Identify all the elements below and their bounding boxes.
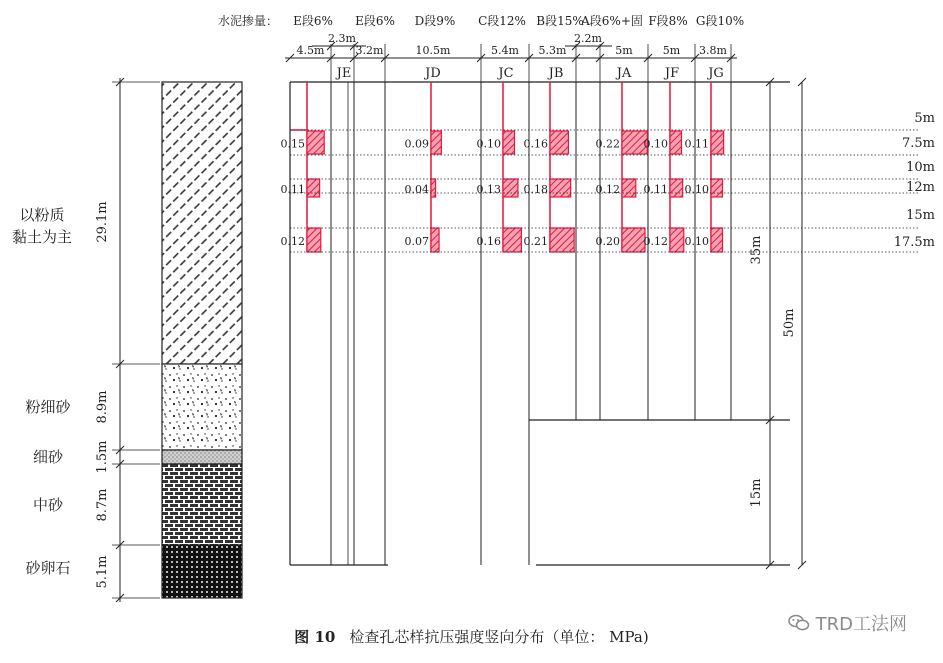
depth-label: 7.5m xyxy=(901,136,935,151)
hole-label: JC xyxy=(498,66,514,81)
thickness-label: 29.1m xyxy=(95,201,110,243)
strength-value-label: 0.11 xyxy=(280,183,305,196)
hole-label: JG xyxy=(708,66,724,81)
header-section-label: C段12% xyxy=(478,14,526,28)
thickness-label: 1.5m xyxy=(95,440,110,474)
caption-text: 检查孔芯样抗压强度竖向分布（单位： MPa) xyxy=(349,628,649,646)
dim-label-bottom: 3.8m xyxy=(699,44,727,57)
thickness-label: 5.1m xyxy=(95,555,110,589)
dim-label-bottom: 3.2m xyxy=(355,44,384,57)
strength-value-label: 0.18 xyxy=(523,183,548,196)
depth-label: 12m xyxy=(906,180,935,195)
header-label: 水泥掺量： xyxy=(218,14,279,28)
dim-label-50m: 50m xyxy=(782,308,797,338)
header-sections xyxy=(293,14,744,28)
strength-value-label: 0.22 xyxy=(595,137,620,151)
wechat-icon xyxy=(788,614,810,632)
strength-value-label: 0.10 xyxy=(643,137,668,151)
header-section-label: F段8% xyxy=(648,14,688,28)
strength-bar xyxy=(550,228,574,252)
stratum-layer xyxy=(162,82,242,364)
depth-lines xyxy=(290,111,935,252)
depth-label: 17.5m xyxy=(893,235,935,250)
right-dimensions xyxy=(749,78,806,569)
header-section-label: D段9% xyxy=(414,14,456,28)
dim-label-top: 2.2m xyxy=(574,32,602,45)
stratum-name: 粉细砂 xyxy=(25,398,71,416)
strength-value-label: 0.12 xyxy=(280,235,305,248)
strength-value-label: 0.07 xyxy=(404,235,429,248)
hole-label: JA xyxy=(616,66,632,81)
watermark-text: TRD工法网 xyxy=(815,614,907,635)
strength-bar xyxy=(711,228,723,252)
strength-bar xyxy=(670,131,682,154)
dim-label-bottom: 4.5m xyxy=(296,44,325,57)
dim-label-bottom: 5m xyxy=(662,44,681,57)
strength-value-label: 0.04 xyxy=(404,183,429,196)
strength-bar xyxy=(307,179,320,197)
strength-bar xyxy=(550,131,568,154)
dim-label-bottom: 5.3m xyxy=(538,44,567,57)
strength-value-label: 0.16 xyxy=(476,235,501,248)
strength-bar xyxy=(431,131,441,154)
strength-bar xyxy=(431,228,439,252)
stratum-name: 砂卵石 xyxy=(25,559,71,577)
header-section-label: B段15% xyxy=(536,14,584,28)
strata-column xyxy=(162,82,242,598)
stratum-name: 以粉质 xyxy=(19,206,65,224)
strength-value-label: 0.10 xyxy=(476,137,501,151)
dim-label-35m: 35m xyxy=(749,235,764,265)
strength-value-label: 0.15 xyxy=(280,137,305,151)
strength-bar xyxy=(307,228,321,252)
caption-number: 图 10 xyxy=(294,628,336,646)
strength-bar xyxy=(431,179,436,197)
strength-value-label: 0.13 xyxy=(476,183,501,196)
strata-labels xyxy=(12,206,72,577)
stratum-name: 黏土为主 xyxy=(11,228,73,246)
strength-bar xyxy=(622,179,636,197)
strength-bar xyxy=(307,131,324,154)
stratum-layer xyxy=(162,450,242,464)
hole-label: JB xyxy=(548,66,564,81)
strength-value-label: 0.20 xyxy=(595,235,620,248)
strength-bar xyxy=(670,228,684,252)
strength-value-label: 0.21 xyxy=(523,235,548,248)
stratum-name: 中砂 xyxy=(32,496,64,514)
strength-value-label: 0.11 xyxy=(643,183,668,196)
strength-value-label: 0.10 xyxy=(684,183,709,196)
stratum-layer xyxy=(162,545,242,598)
dim-label-bottom: 5m xyxy=(615,44,633,57)
watermark xyxy=(788,610,907,636)
strength-value-label: 0.09 xyxy=(404,137,429,151)
strength-bar xyxy=(503,179,518,197)
thickness-label: 8.9m xyxy=(95,390,110,424)
thickness-dimensions xyxy=(95,78,160,602)
strength-value-label: 0.16 xyxy=(523,137,548,151)
strength-value-label: 0.12 xyxy=(643,235,668,248)
hole-label: JE xyxy=(336,66,352,81)
strength-bar xyxy=(711,131,724,154)
stratum-layer xyxy=(162,364,242,450)
strength-bar xyxy=(503,131,515,154)
strength-value-label: 0.12 xyxy=(595,183,620,196)
header-section-label: E段6% xyxy=(355,14,395,28)
strength-bars xyxy=(281,82,724,252)
strength-bar xyxy=(711,179,723,197)
strength-bar xyxy=(622,228,645,252)
header-section-label: E段6% xyxy=(293,14,333,28)
dim-label-15m: 15m xyxy=(749,478,764,508)
hole-label: JF xyxy=(664,66,680,81)
strength-value-label: 0.11 xyxy=(684,137,709,151)
depth-label: 15m xyxy=(906,208,935,223)
stratum-layer xyxy=(162,464,242,545)
dim-label-top: 2.3m xyxy=(328,32,356,45)
depth-label: 10m xyxy=(906,160,935,175)
header-section-label: G段10% xyxy=(695,14,745,28)
stratum-name: 细砂 xyxy=(32,448,64,466)
strength-bar xyxy=(550,179,571,197)
header-section-label: A段6%+固 xyxy=(581,14,643,28)
strength-value-label: 0.10 xyxy=(684,235,709,248)
dim-label-bottom: 10.5m xyxy=(415,44,451,57)
dim-label-bottom: 5.4m xyxy=(491,44,519,57)
strength-bar xyxy=(503,228,521,252)
depth-label: 5m xyxy=(914,111,935,126)
hole-label: JD xyxy=(425,66,441,81)
strength-bar xyxy=(670,179,683,197)
thickness-label: 8.7m xyxy=(95,488,110,522)
